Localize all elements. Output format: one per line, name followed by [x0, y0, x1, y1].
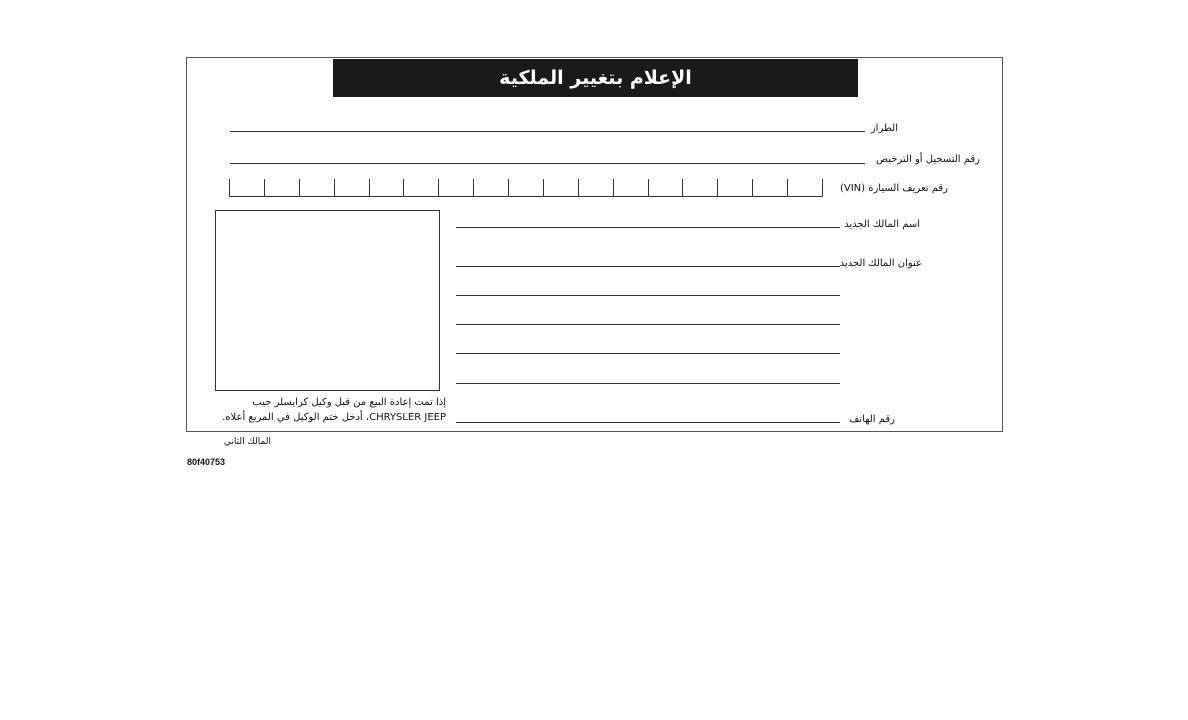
- new-owner-name-label: اسم المالك الجديد: [844, 219, 920, 230]
- reference-code: 80f40753: [187, 457, 226, 467]
- vin-cell[interactable]: [264, 179, 299, 196]
- dealer-stamp-note: [203, 395, 446, 425]
- vin-cell[interactable]: [613, 179, 648, 196]
- vin-cell[interactable]: [717, 179, 752, 196]
- vin-cell[interactable]: [438, 179, 473, 196]
- vin-cell[interactable]: [508, 179, 543, 196]
- phone-field[interactable]: [456, 422, 840, 423]
- vin-cell[interactable]: [787, 179, 823, 196]
- phone-label: رقم الهاتف: [848, 414, 895, 425]
- vin-cell[interactable]: [229, 179, 264, 196]
- dealer-stamp-box: [215, 210, 440, 391]
- dealer-note-line-2: CHRYSLER JEEP، أدخل ختم الوكيل في المربع أعلاه.: [222, 412, 446, 423]
- form-title: الإعلام بتغيير الملكية: [333, 59, 858, 97]
- new-owner-address-field-line-2[interactable]: [456, 295, 840, 296]
- vin-cell[interactable]: [578, 179, 613, 196]
- vin-cell[interactable]: [334, 179, 369, 196]
- model-field[interactable]: [230, 131, 865, 132]
- new-owner-address-field-line-5[interactable]: [456, 383, 840, 384]
- registration-label: رقم التسجيل أو الترخيص: [875, 154, 980, 165]
- new-owner-address-field-line-3[interactable]: [456, 324, 840, 325]
- new-owner-address-field-line-4[interactable]: [456, 353, 840, 354]
- vin-cell[interactable]: [648, 179, 683, 196]
- vin-cell[interactable]: [403, 179, 438, 196]
- vin-cell[interactable]: [682, 179, 717, 196]
- vin-cell[interactable]: [299, 179, 334, 196]
- dealer-note-line-1: إذا تمت إعادة البيع من قبل وكيل كرايسلر جيب: [252, 397, 446, 408]
- registration-field[interactable]: [230, 163, 865, 164]
- new-owner-address-field-line-1[interactable]: [456, 266, 840, 267]
- second-owner-label: المالك الثاني: [223, 437, 271, 447]
- model-label: الطراز: [870, 123, 898, 134]
- vin-cell[interactable]: [543, 179, 578, 196]
- vin-cell[interactable]: [752, 179, 787, 196]
- vin-label: رقم تعريف السيارة (VIN): [839, 183, 948, 194]
- vin-input-cells[interactable]: [229, 179, 823, 197]
- new-owner-name-field[interactable]: [456, 227, 840, 228]
- vin-cell[interactable]: [369, 179, 404, 196]
- vin-cell[interactable]: [473, 179, 508, 196]
- new-owner-address-label: عنوان المالك الجديد: [839, 258, 922, 269]
